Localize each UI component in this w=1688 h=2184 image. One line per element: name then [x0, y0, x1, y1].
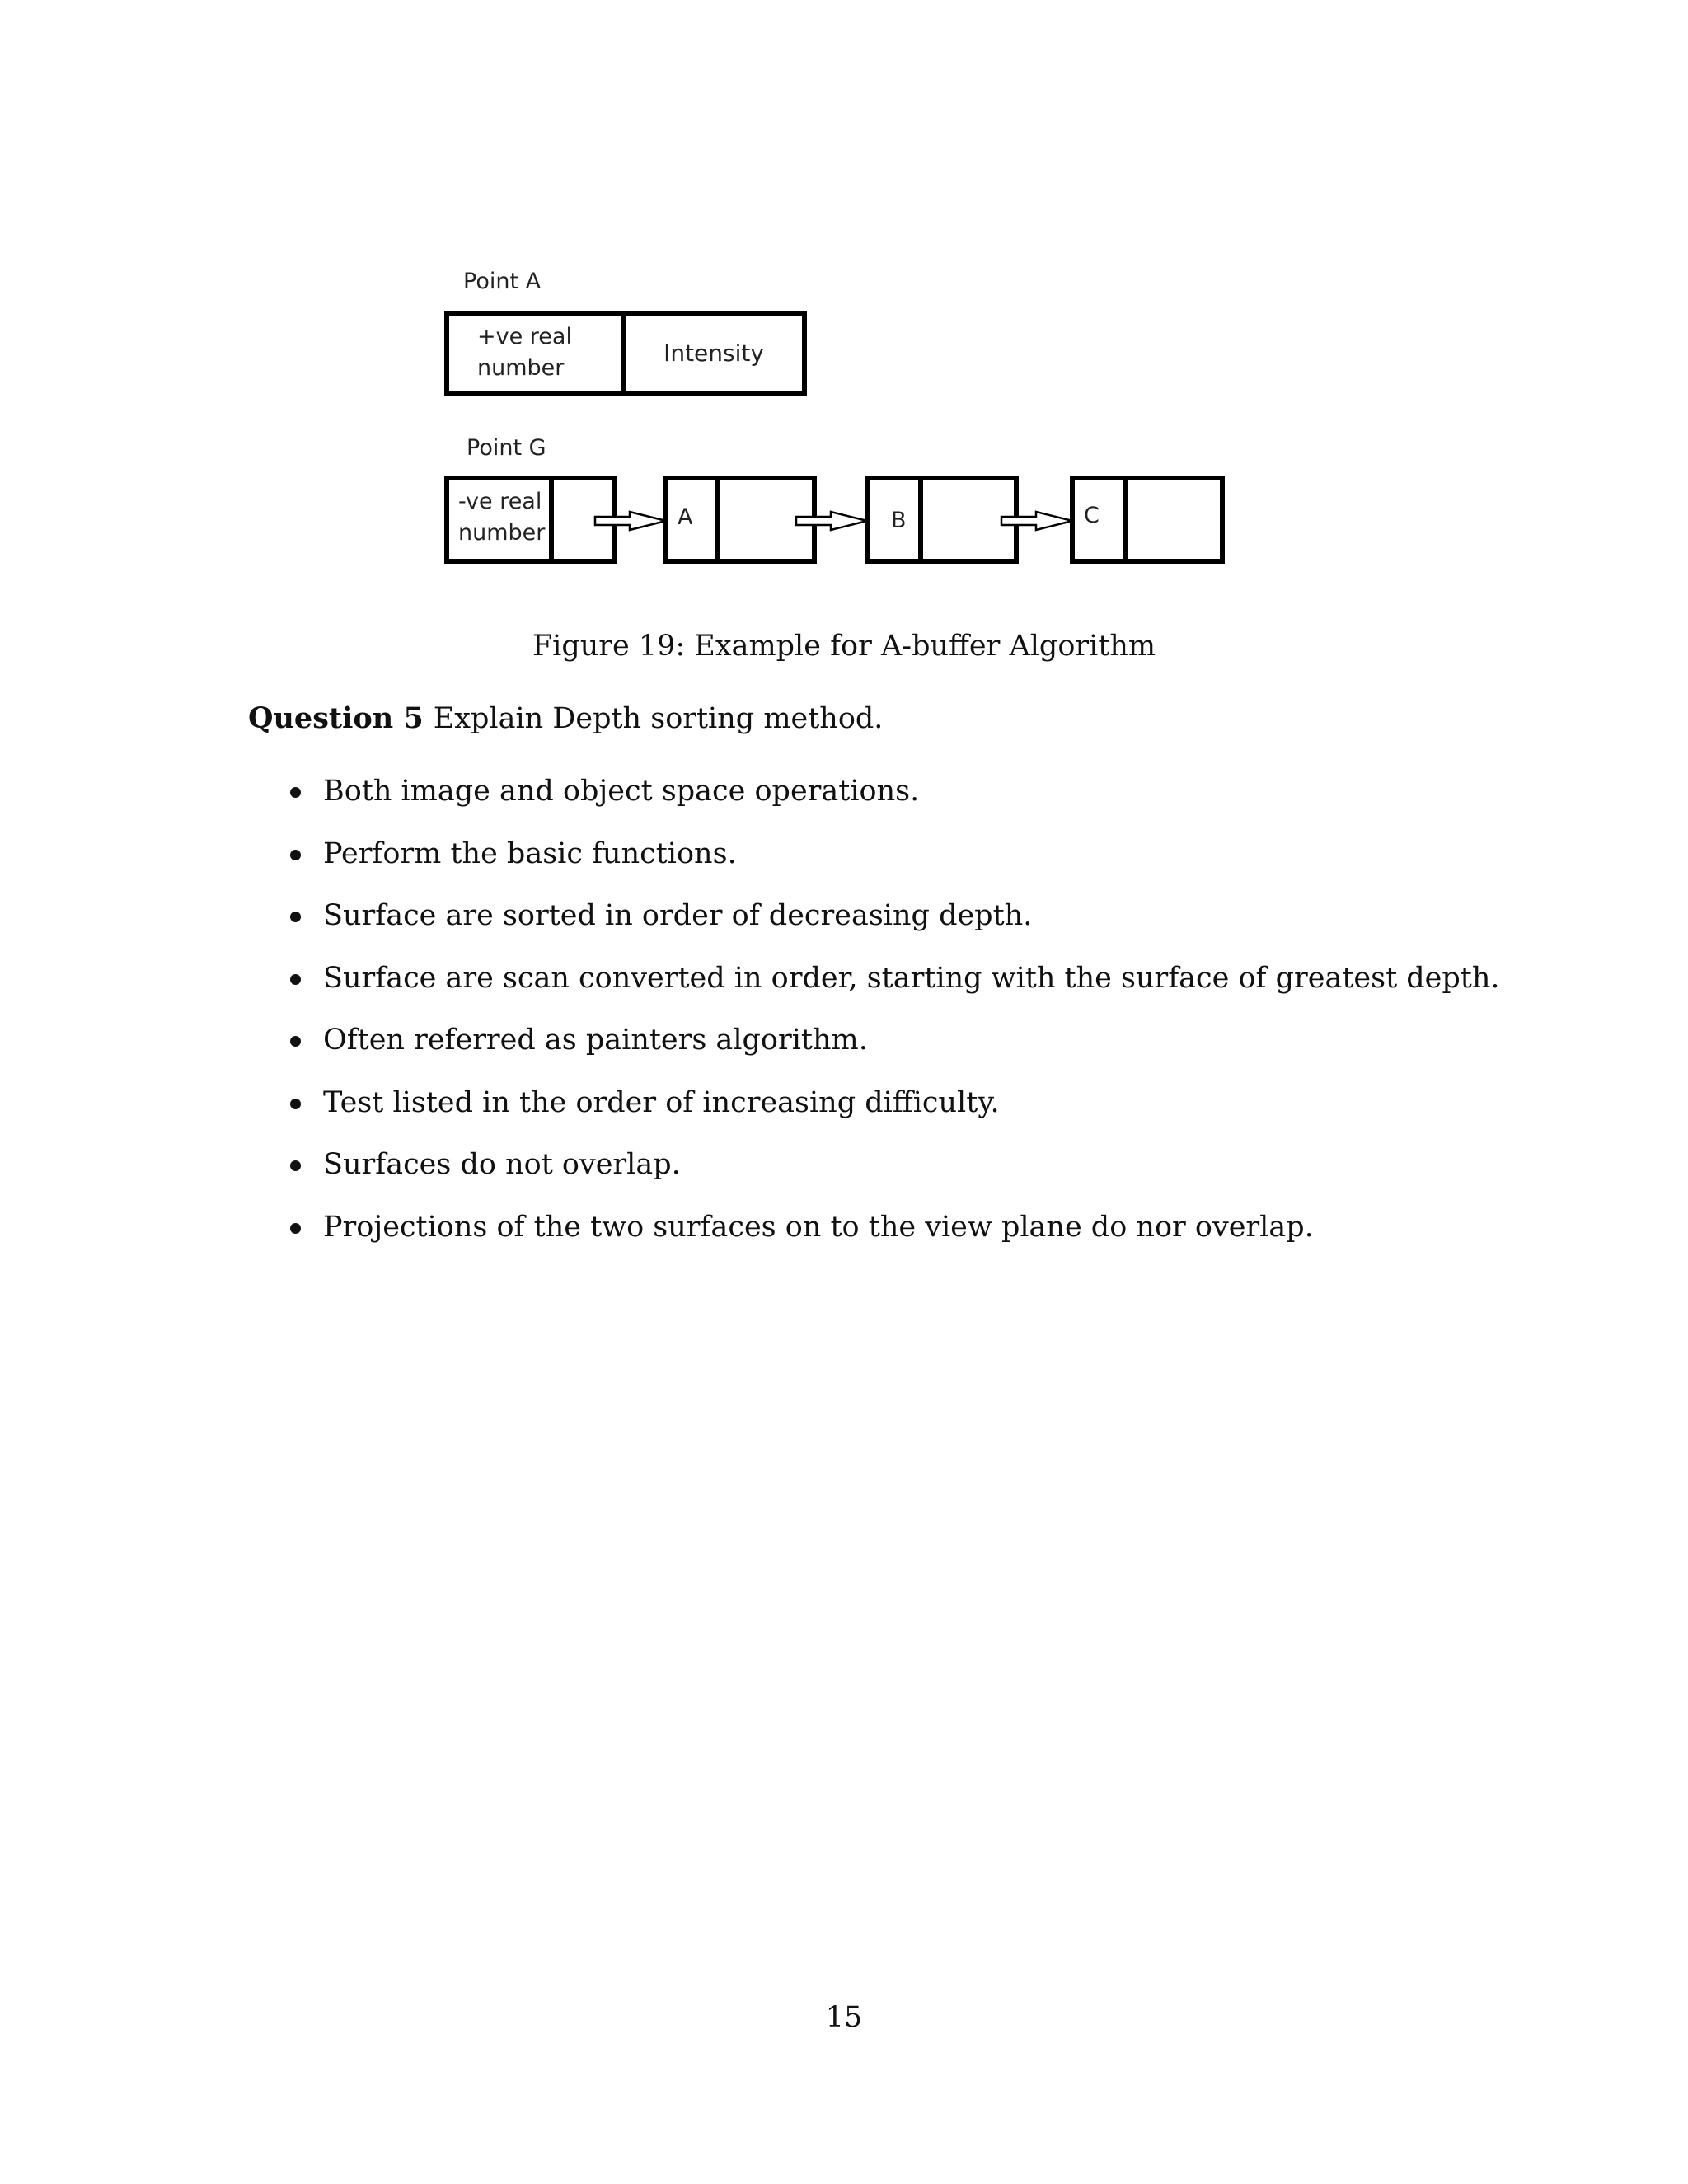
point-a-intensity: Intensity: [663, 340, 764, 367]
question-heading: [248, 701, 883, 735]
node-b-label: B: [891, 508, 907, 533]
bullet-icon: [290, 1036, 301, 1047]
bullet-icon: [290, 912, 301, 922]
point-g-key-line1: -ve real: [458, 489, 542, 514]
bullet-item: [290, 1085, 1500, 1147]
bullet-icon: [290, 850, 301, 860]
arrow-b-to-c: [1001, 512, 1072, 530]
bullet-item: [290, 1146, 1500, 1209]
question-text: Explain Depth sorting method.: [433, 702, 884, 735]
bullet-icon: [290, 787, 301, 798]
bullet-item: [290, 898, 1500, 960]
point-a-key-line2: number: [477, 355, 565, 381]
bullet-item: [290, 960, 1500, 1023]
arrow-g-to-a: [595, 512, 666, 530]
bullet-text: Surfaces do not overlap.: [323, 1148, 681, 1181]
bullet-icon: [290, 1099, 301, 1109]
bullet-icon: [290, 974, 301, 985]
bullet-item: [290, 773, 1500, 836]
node-b-box: [867, 478, 1016, 561]
question-label: Question 5: [248, 701, 424, 735]
figure-caption: Figure 19: Example for A-buffer Algorithm: [532, 630, 1156, 663]
bullet-item: [290, 1022, 1500, 1085]
page-number: 15: [825, 2001, 863, 2034]
node-c-label: C: [1084, 503, 1100, 528]
figure-a-buffer: [0, 0, 1688, 593]
point-a-label: Point A: [463, 269, 542, 294]
bullet-item: [290, 1209, 1500, 1272]
bullet-icon: [290, 1223, 301, 1234]
bullet-text: Surface are sorted in order of decreasing depth.: [323, 899, 1033, 932]
a-buffer-diagram: [0, 0, 1688, 593]
answer-bullet-list: [290, 773, 1500, 1271]
point-a-key-line1: +ve real: [477, 324, 572, 349]
bullet-text: Projections of the two surfaces on to the view plane do nor overlap.: [323, 1210, 1314, 1244]
node-a-label: A: [678, 504, 693, 530]
bullet-text: Test listed in the order of increasing difficulty.: [323, 1085, 1000, 1119]
bullet-text: Often referred as painters algorithm.: [323, 1024, 868, 1057]
bullet-item: [290, 836, 1500, 898]
point-g-label: Point G: [467, 435, 546, 461]
arrow-a-to-b: [796, 512, 867, 530]
point-g-key-line2: number: [458, 520, 546, 546]
bullet-text: Surface are scan converted in order, starting with the surface of greatest depth.: [323, 961, 1500, 995]
bullet-text: Both image and object space operations.: [323, 775, 920, 808]
bullet-icon: [290, 1160, 301, 1171]
bullet-text: Perform the basic functions.: [323, 837, 737, 870]
